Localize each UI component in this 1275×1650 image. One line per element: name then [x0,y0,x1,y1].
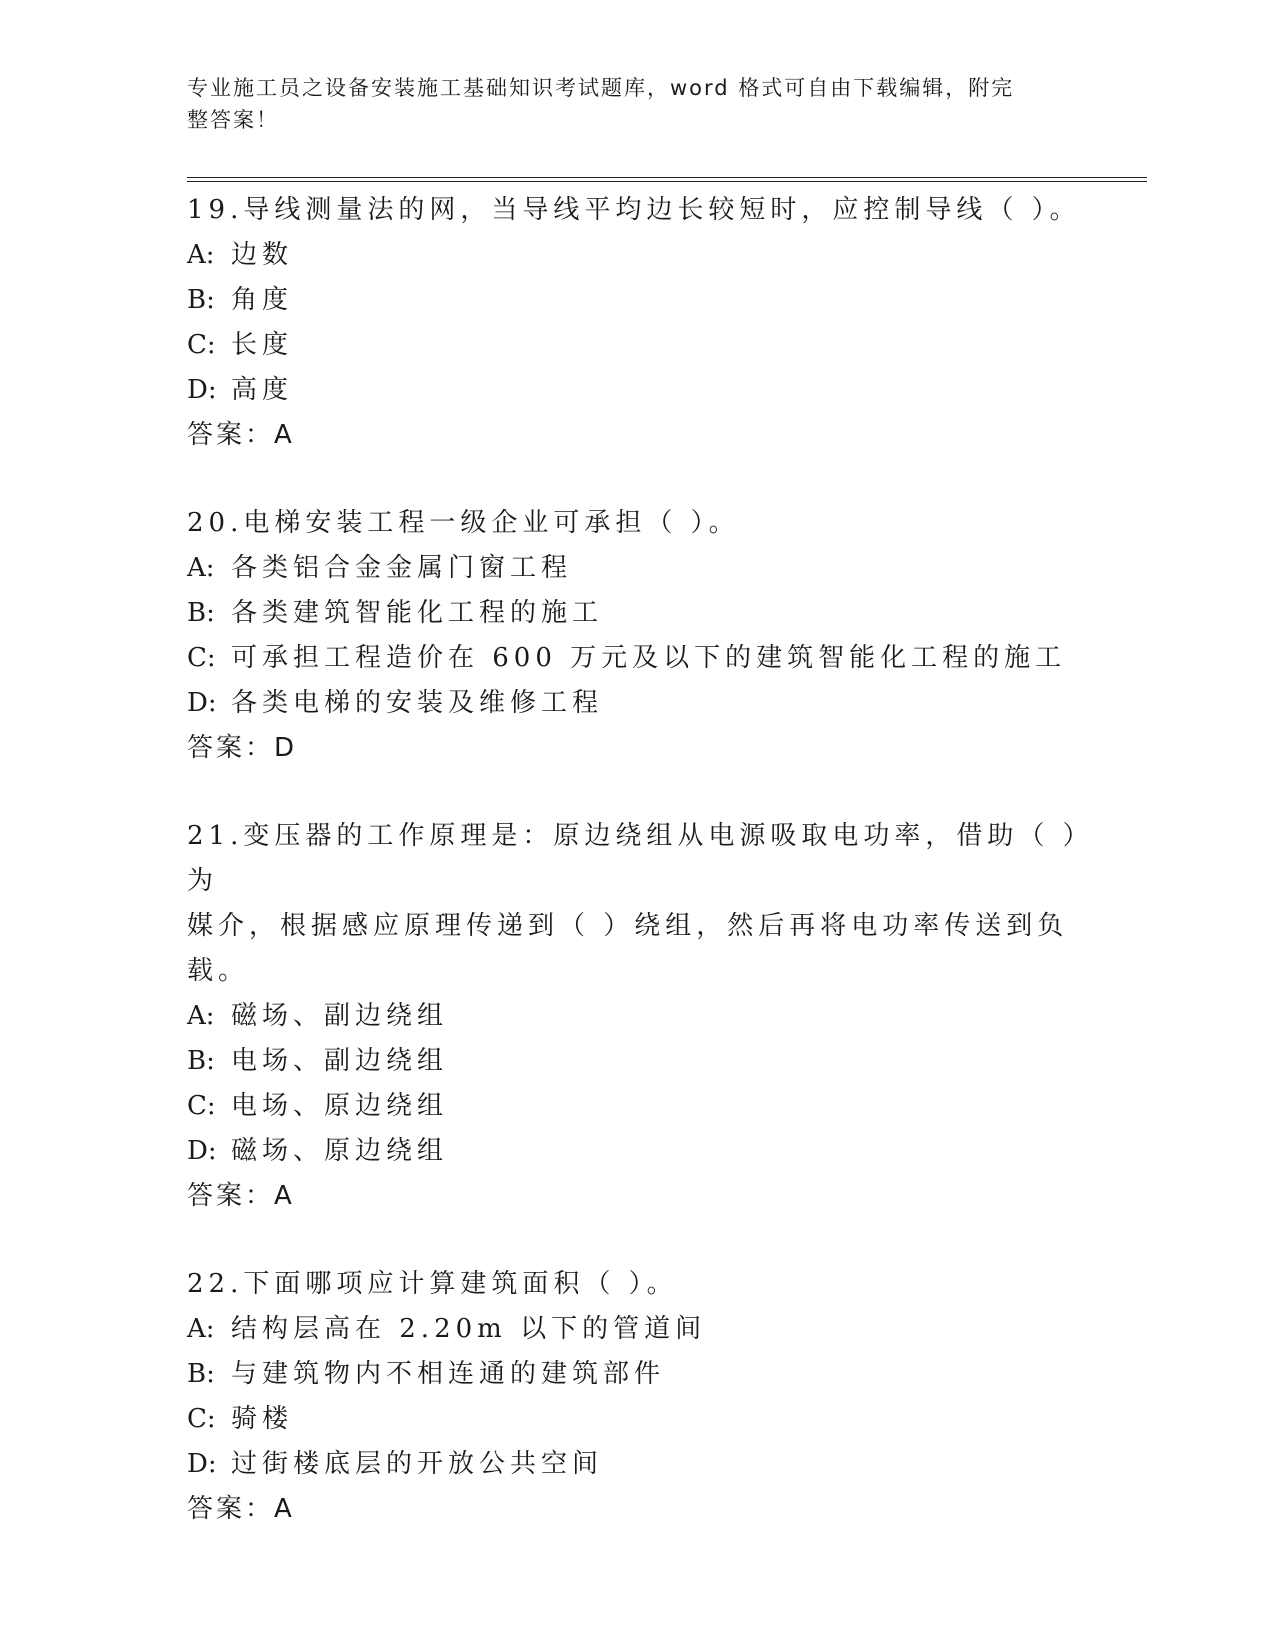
answer-line: 答案：A [187,1181,295,1211]
option-letter: D: [187,1136,217,1166]
option-letter: B: [187,285,215,315]
option-letter: C: [187,1404,216,1434]
header-line-1: 专业施工员之设备安装施工基础知识考试题库，word 格式可自由下载编辑，附完 [187,76,1015,100]
header-divider-bottom [187,181,1147,182]
question-stem-continued: 媒介，根据感应原理传递到（ ）绕组，然后再将电功率传送到负载。 [187,911,1069,986]
option-c [187,323,1087,368]
option-a [187,1307,1087,1352]
question-stem: 19.导线测量法的网，当导线平均边长较短时，应控制导线（ ）。 [187,195,1081,225]
answer-line: 答案：D [187,733,298,763]
option-text: 各类铝合金金属门窗工程 [231,553,573,583]
option-b [187,591,1087,636]
option-text: 角度 [231,285,294,315]
option-text: 结构层高在 2.20m 以下的管道间 [231,1314,707,1344]
option-d [187,1129,1087,1174]
option-b [187,278,1087,323]
option-letter: C: [187,643,216,673]
option-d [187,681,1087,726]
question-stem: 22.下面哪项应计算建筑面积（ ）。 [187,1269,678,1299]
option-text: 边数 [231,240,294,270]
option-text: 各类电梯的安装及维修工程 [231,688,604,718]
option-a [187,994,1087,1039]
option-b [187,1039,1087,1084]
option-letter: A: [187,553,215,583]
option-text: 磁场、副边绕组 [231,1001,449,1031]
option-text: 电场、副边绕组 [231,1046,449,1076]
option-c [187,1397,1087,1442]
option-letter: D: [187,375,217,405]
option-a [187,233,1087,278]
question-20 [187,501,1087,771]
option-d [187,368,1087,413]
header-line-2: 整答案！ [187,108,279,132]
option-d [187,1442,1087,1487]
option-c [187,636,1087,681]
option-text: 骑楼 [231,1404,294,1434]
option-letter: A: [187,1001,215,1031]
option-letter: A: [187,240,215,270]
option-letter: A: [187,1314,215,1344]
option-letter: D: [187,1449,217,1479]
option-text: 长度 [231,330,294,360]
option-letter: B: [187,1359,215,1389]
option-letter: B: [187,598,215,628]
header-divider-top [187,177,1147,178]
option-text: 电场、原边绕组 [231,1091,449,1121]
option-letter: B: [187,1046,215,1076]
option-c [187,1084,1087,1129]
option-text: 过街楼底层的开放公共空间 [231,1449,604,1479]
question-list [187,188,1087,1575]
option-b [187,1352,1087,1397]
option-text: 磁场、原边绕组 [231,1136,449,1166]
option-letter: D: [187,688,217,718]
option-text: 可承担工程造价在 600 万元及以下的建筑智能化工程的施工 [231,643,1067,673]
question-22 [187,1262,1087,1532]
question-19 [187,188,1087,458]
answer-line: 答案：A [187,420,295,450]
option-a [187,546,1087,591]
question-stem: 21.变压器的工作原理是：原边绕组从电源吸取电功率，借助（ ）为 [187,821,1081,896]
option-text: 与建筑物内不相连通的建筑部件 [231,1359,666,1389]
document-header [187,72,1067,136]
option-text: 高度 [231,375,294,405]
option-letter: C: [187,1091,216,1121]
question-stem: 20.电梯安装工程一级企业可承担（ ）。 [187,508,740,538]
option-text: 各类建筑智能化工程的施工 [231,598,604,628]
option-letter: C: [187,330,216,360]
answer-line: 答案：A [187,1494,295,1524]
question-21 [187,814,1087,1219]
